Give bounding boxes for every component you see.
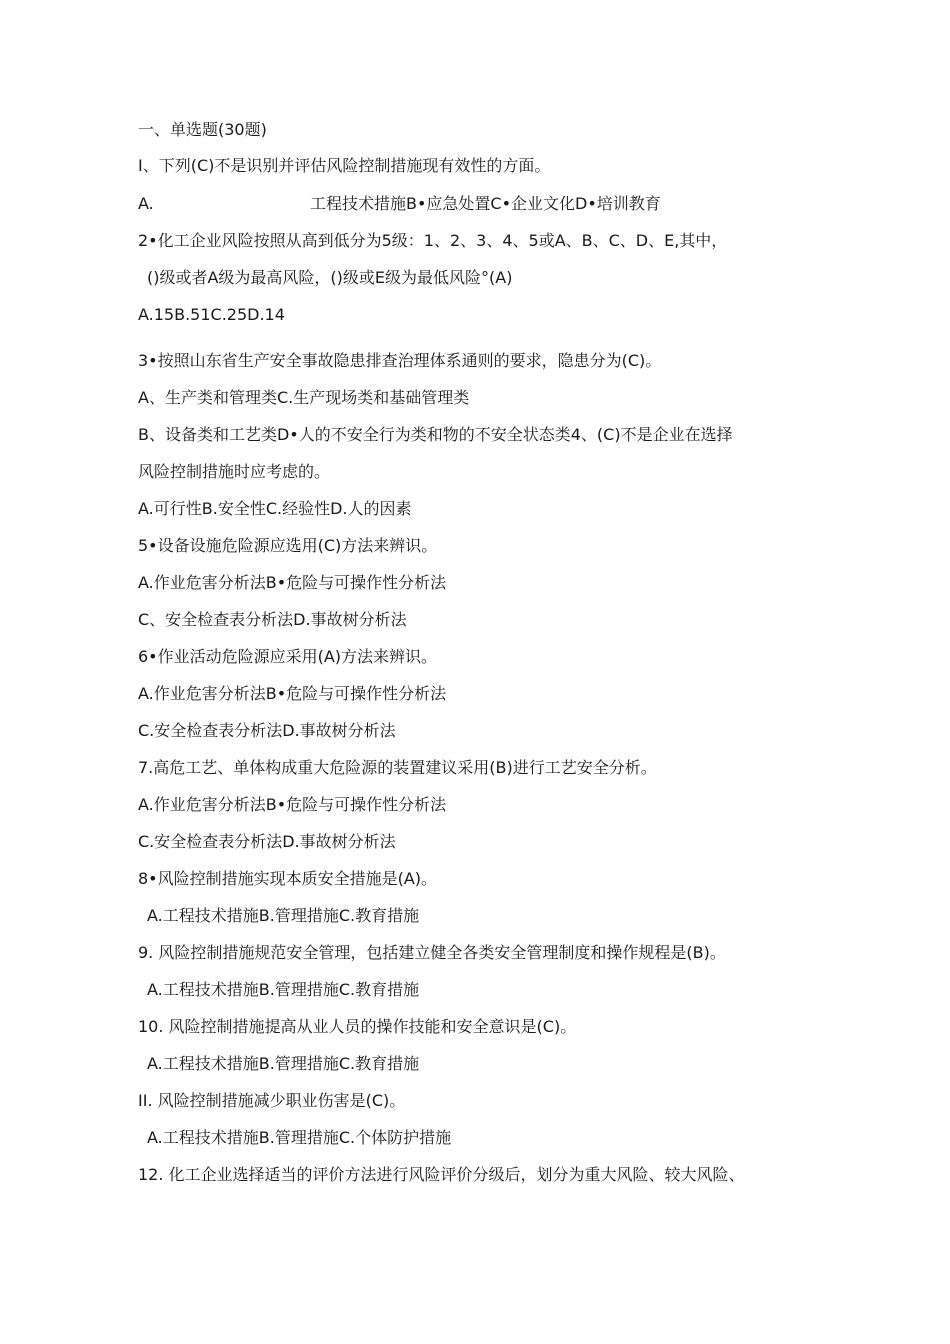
section-heading: 一、单选题(30题) xyxy=(138,120,267,139)
question-8-options: A.工程技术措施B.管理措施C.教育措施 xyxy=(147,906,420,925)
question-9: 9. 风险控制措施规范安全管理，包括建立健全各类安全管理制度和操作规程是(B)。 xyxy=(138,943,726,962)
question-10: 10. 风险控制措施提高从业人员的操作技能和安全意识是(C)。 xyxy=(138,1017,577,1036)
question-10-options: A.工程技术措施B.管理措施C.教育措施 xyxy=(147,1054,420,1073)
question-3-options-a: A、生产类和管理类C.生产现场类和基础管理类 xyxy=(138,388,470,407)
question-6-options-a: A.作业危害分析法B•危险与可操作性分析法 xyxy=(138,684,447,703)
question-7-options-b: C.安全检查表分析法D.事故树分析法 xyxy=(138,832,396,851)
question-1-option-letter: A. xyxy=(138,194,154,213)
question-11: II. 风险控制措施减少职业伤害是(C)。 xyxy=(138,1091,406,1110)
question-1: I、下列(C)不是识别并评估风险控制措施现有效性的方面。 xyxy=(138,156,551,175)
question-5-options-b: C、安全检查表分析法D.事故树分析法 xyxy=(138,610,407,629)
question-3-options-b: B、设备类和工艺类D•人的不安全行为类和物的不安全状态类4、(C)不是企业在选择 xyxy=(138,425,733,444)
question-8: 8•风险控制措施实现本质安全措施是(A)。 xyxy=(138,869,438,888)
question-12: 12. 化工企业选择适当的评价方法进行风险评价分级后，划分为重大风险、较大风险、 xyxy=(138,1165,745,1184)
question-3: 3•按照山东省生产安全事故隐患排查治理体系通则的要求，隐患分为(C)。 xyxy=(138,351,662,370)
question-2-continued: ()级或者A级为最高风险，()级或E级为最低风险°(A) xyxy=(147,268,513,287)
question-4-continued: 风险控制措施时应考虑的。 xyxy=(138,462,331,481)
question-6-options-b: C.安全检查表分析法D.事故树分析法 xyxy=(138,721,396,740)
question-6: 6•作业活动危险源应采用(A)方法来辨识。 xyxy=(138,647,438,666)
question-2: 2•化工企业风险按照从高到低分为5级：1、2、3、4、5或A、B、C、D、E,其中， xyxy=(138,231,728,250)
question-7-options-a: A.作业危害分析法B•危险与可操作性分析法 xyxy=(138,795,447,814)
question-5: 5•设备设施危险源应选用(C)方法来辨识。 xyxy=(138,536,438,555)
question-7: 7.高危工艺、单体构成重大危险源的装置建议采用(B)进行工艺安全分析。 xyxy=(138,758,657,777)
question-4-options: A.可行性B.安全性C.经验性D.人的因素 xyxy=(138,499,412,518)
question-2-options: A.15B.51C.25D.14 xyxy=(138,305,285,324)
question-11-options: A.工程技术措施B.管理措施C.个体防护措施 xyxy=(147,1128,452,1147)
question-9-options: A.工程技术措施B.管理措施C.教育措施 xyxy=(147,980,420,999)
question-1-options: 工程技术措施B•应急处置C•企业文化D•培训教育 xyxy=(310,194,661,213)
question-5-options-a: A.作业危害分析法B•危险与可操作性分析法 xyxy=(138,573,447,592)
